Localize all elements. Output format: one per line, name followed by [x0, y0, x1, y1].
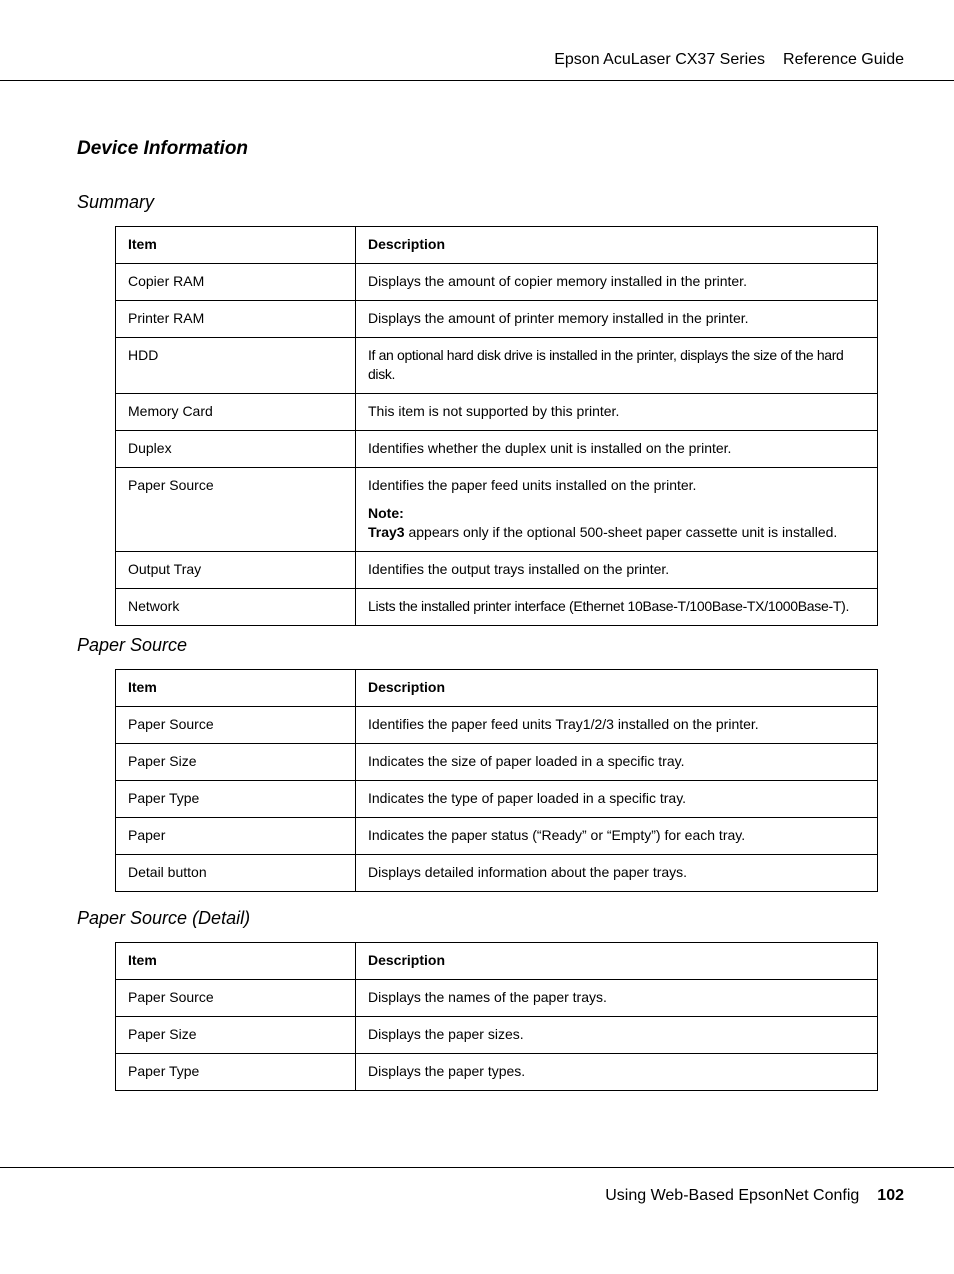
table-row [116, 744, 878, 781]
description-cell: Lists the installed printer interface (Ethernet 10Base-T/100Base-TX/1000Base-T). [356, 589, 878, 626]
item-cell: Paper Size [116, 1017, 356, 1054]
description-cell: Displays the names of the paper trays. [356, 980, 878, 1017]
description-cell: Displays the amount of printer memory installed in the printer. [356, 301, 878, 338]
paper-source-table [115, 669, 878, 892]
table-row [116, 301, 878, 338]
summary-heading: Summary [77, 192, 155, 212]
header-rule [0, 80, 954, 81]
paper-source-detail-heading: Paper Source (Detail) [77, 908, 251, 928]
section-title: Device Information [77, 138, 249, 159]
column-header-description: Description [356, 227, 878, 264]
item-cell: Paper Source [116, 707, 356, 744]
table-row [116, 855, 878, 892]
running-header [554, 51, 904, 69]
item-cell: Paper Source [116, 468, 356, 552]
item-cell: Detail button [116, 855, 356, 892]
description-cell: This item is not supported by this printer. [356, 394, 878, 431]
description-cell: Displays the paper types. [356, 1054, 878, 1091]
description-cell: Displays the amount of copier memory installed in the printer. [356, 264, 878, 301]
description-cell: Indicates the paper status (“Ready” or “Empty”) for each tray. [356, 818, 878, 855]
page-number: 102 [877, 1187, 904, 1204]
description-cell [356, 468, 878, 552]
summary-table [115, 226, 878, 626]
description-cell: Indicates the type of paper loaded in a specific tray. [356, 781, 878, 818]
paper-source-heading: Paper Source [77, 635, 188, 655]
running-footer [605, 1187, 904, 1205]
description-cell: Identifies the paper feed units Tray1/2/3 installed on the printer. [356, 707, 878, 744]
item-cell: Paper Type [116, 781, 356, 818]
description-cell: Displays the paper sizes. [356, 1017, 878, 1054]
item-cell: Duplex [116, 431, 356, 468]
column-header-description: Description [356, 943, 878, 980]
table-row [116, 338, 878, 394]
column-header-item: Item [116, 943, 356, 980]
note-label: Note: [368, 505, 404, 521]
item-cell: Paper [116, 818, 356, 855]
item-cell: Paper Type [116, 1054, 356, 1091]
table-row [116, 781, 878, 818]
table-header-row [116, 227, 878, 264]
table-row [116, 818, 878, 855]
item-cell: Paper Source [116, 980, 356, 1017]
item-cell: Copier RAM [116, 264, 356, 301]
table-row [116, 552, 878, 589]
table-row [116, 264, 878, 301]
guide-name: Reference Guide [783, 51, 904, 68]
item-cell: Output Tray [116, 552, 356, 589]
column-header-item: Item [116, 227, 356, 264]
table-header-row [116, 943, 878, 980]
description-cell: Identifies whether the duplex unit is installed on the printer. [356, 431, 878, 468]
item-cell: Printer RAM [116, 301, 356, 338]
table-row [116, 980, 878, 1017]
column-header-description: Description [356, 670, 878, 707]
item-cell: Network [116, 589, 356, 626]
table-row [116, 468, 878, 552]
table-row [116, 394, 878, 431]
description-cell: Displays detailed information about the paper trays. [356, 855, 878, 892]
product-name: Epson AcuLaser CX37 Series [554, 51, 766, 68]
item-cell: Paper Size [116, 744, 356, 781]
description-text: Identifies the paper feed units installed on the printer. [368, 477, 697, 493]
item-cell: Memory Card [116, 394, 356, 431]
table-row [116, 1017, 878, 1054]
description-cell: If an optional hard disk drive is installed in the printer, displays the size of the hard disk. [356, 338, 878, 394]
table-row [116, 431, 878, 468]
description-cell: Identifies the output trays installed on the printer. [356, 552, 878, 589]
note-strong: Tray3 [368, 524, 405, 540]
chapter-title: Using Web-Based EpsonNet Config [605, 1187, 860, 1204]
description-cell: Indicates the size of paper loaded in a specific tray. [356, 744, 878, 781]
note-text [368, 523, 865, 542]
paper-source-detail-table [115, 942, 878, 1091]
note-body: appears only if the optional 500-sheet paper cassette unit is installed. [404, 524, 838, 540]
table-row [116, 1054, 878, 1091]
table-row [116, 589, 878, 626]
table-header-row [116, 670, 878, 707]
table-row [116, 707, 878, 744]
footer-rule [0, 1167, 954, 1168]
column-header-item: Item [116, 670, 356, 707]
item-cell: HDD [116, 338, 356, 394]
